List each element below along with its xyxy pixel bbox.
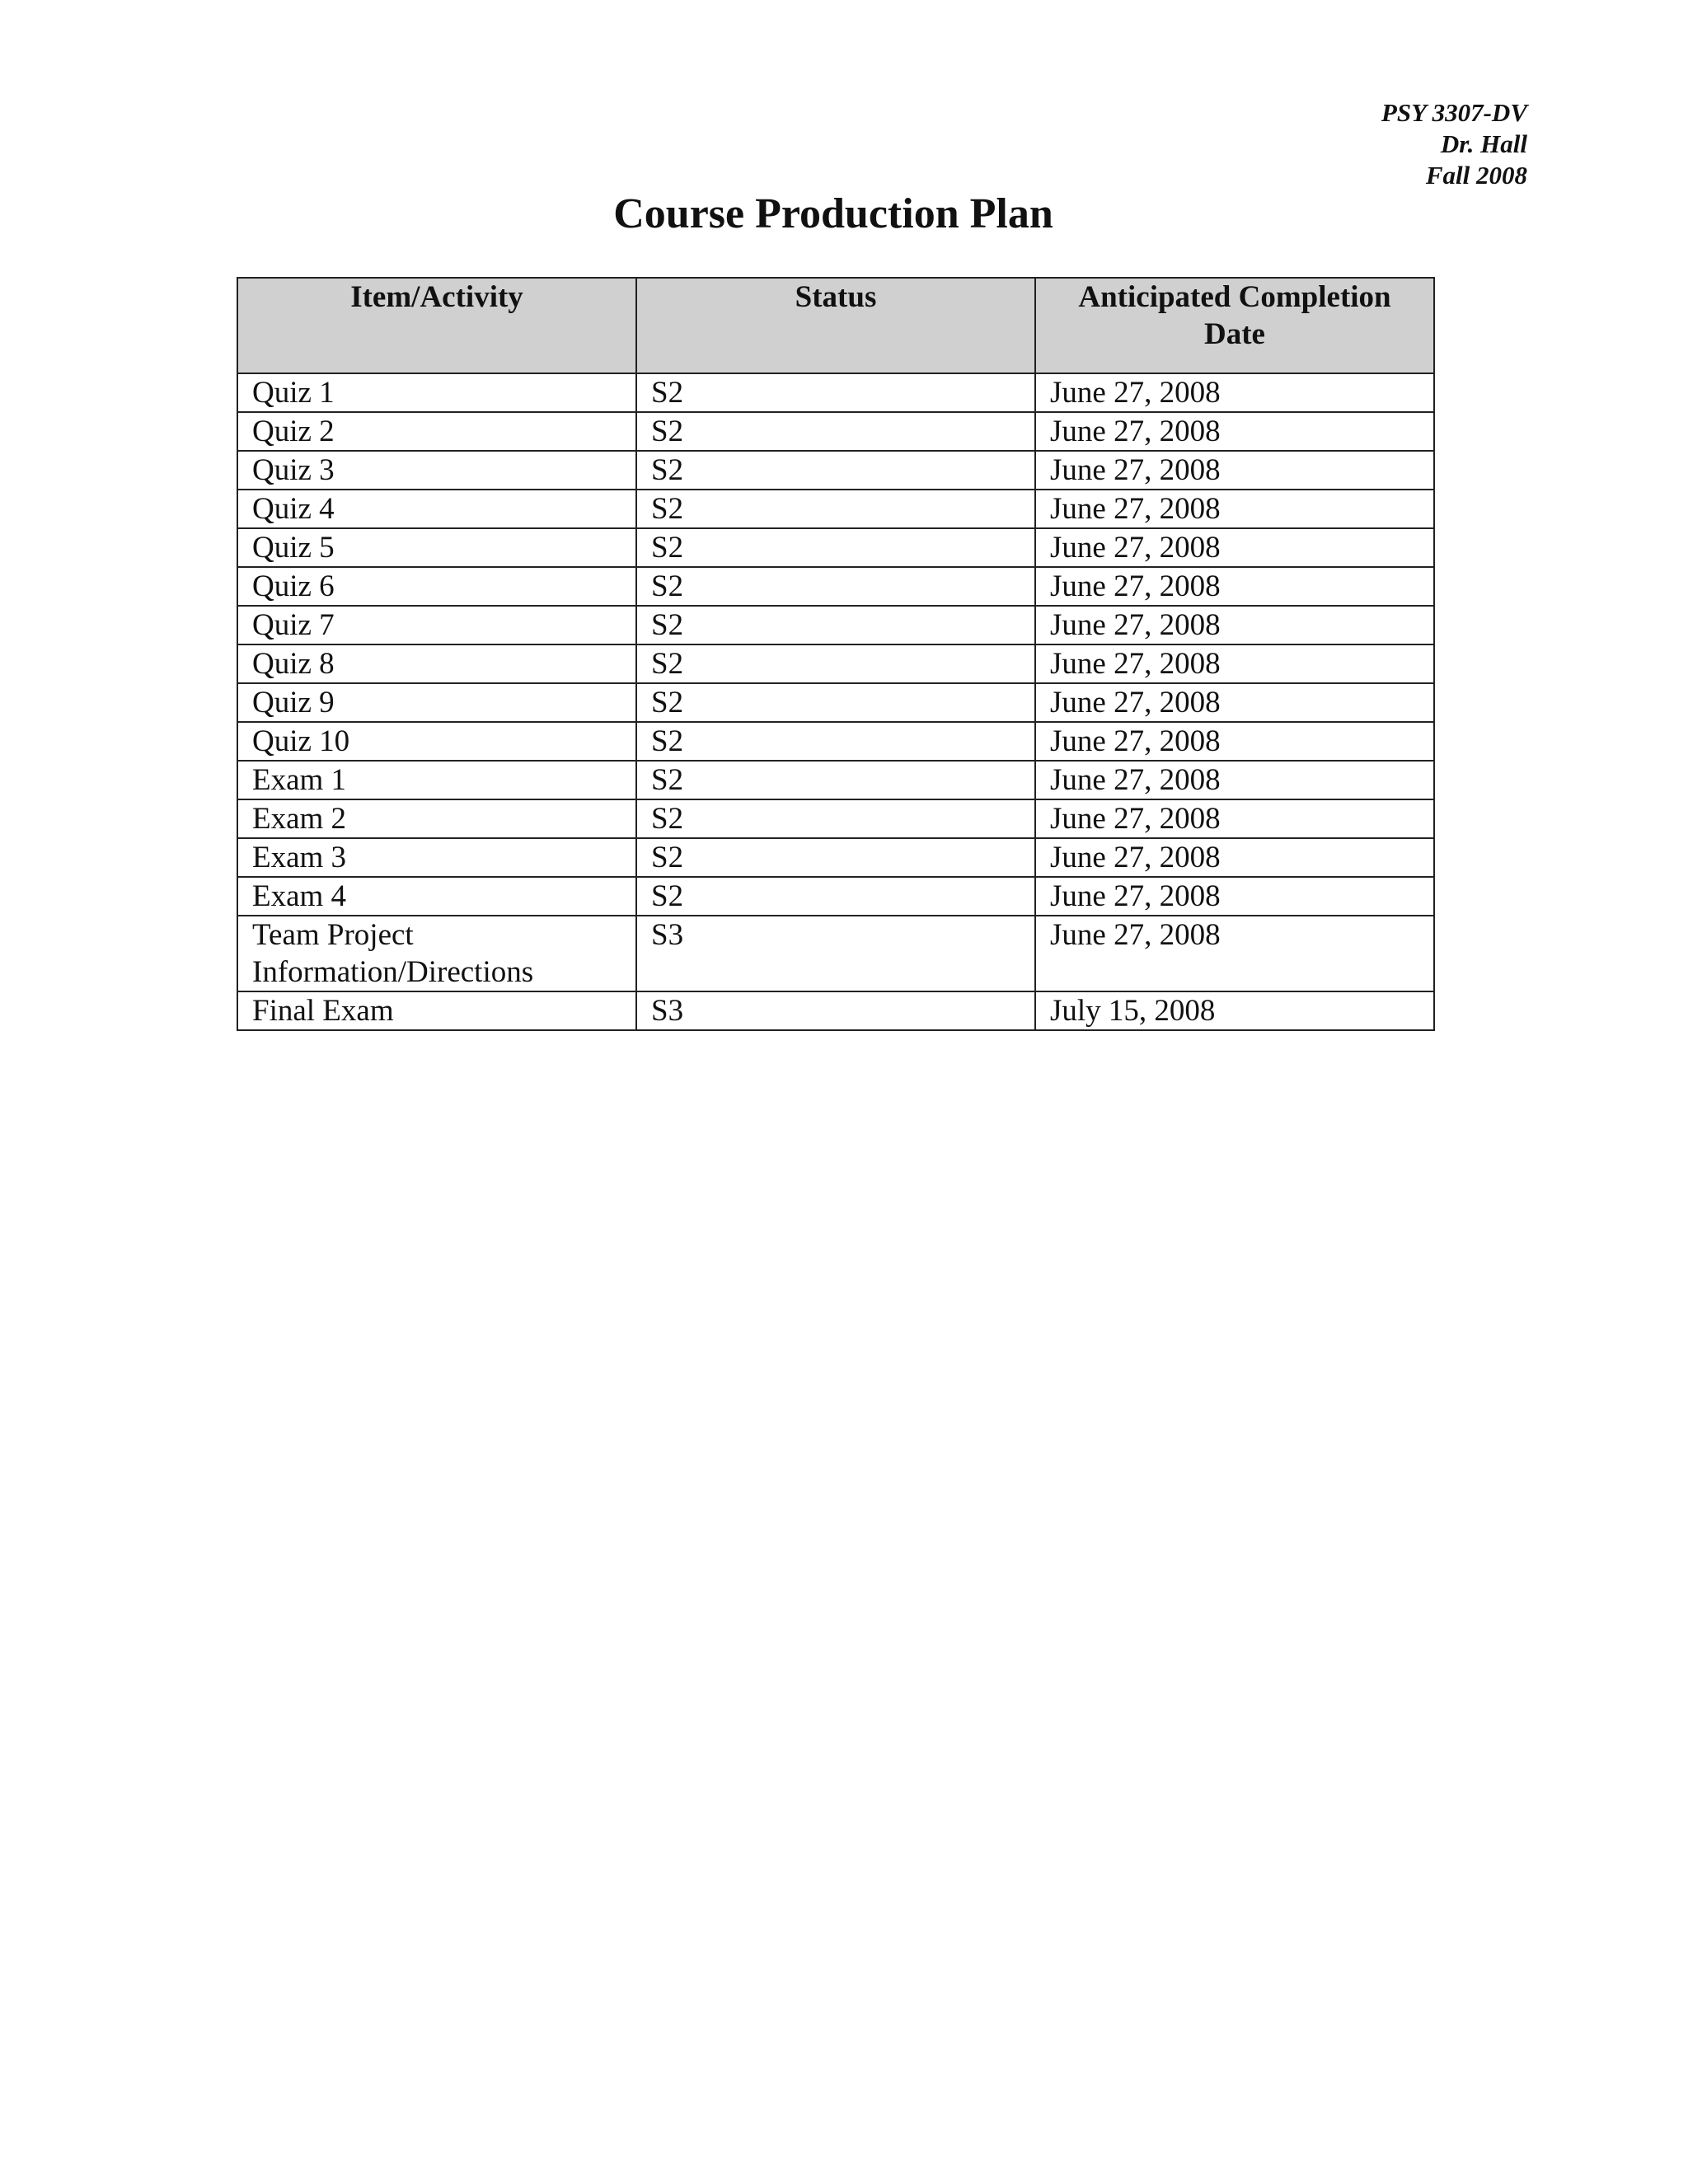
cell-status: S2 [636,722,1035,761]
cell-status: S2 [636,528,1035,567]
cell-item: Quiz 1 [237,373,636,412]
cell-status: S2 [636,761,1035,799]
table-body [237,373,1434,1030]
course-code: PSY 3307-DV [1381,98,1527,127]
cell-item: Quiz 2 [237,412,636,451]
cell-status: S2 [636,838,1035,877]
cell-status: S2 [636,451,1035,490]
table-header-row [237,278,1434,373]
cell-item: Exam 3 [237,838,636,877]
cell-item: Exam 1 [237,761,636,799]
cell-date: June 27, 2008 [1035,412,1434,451]
cell-date: June 27, 2008 [1035,761,1434,799]
cell-date: June 27, 2008 [1035,606,1434,644]
table-row [237,683,1434,722]
column-header-item: Item/Activity [237,278,636,373]
cell-item: Quiz 3 [237,451,636,490]
cell-date: June 27, 2008 [1035,799,1434,838]
cell-item: Quiz 9 [237,683,636,722]
cell-status: S2 [636,373,1035,412]
table-row [237,799,1434,838]
cell-item: Final Exam [237,991,636,1030]
cell-date: June 27, 2008 [1035,838,1434,877]
cell-item: Exam 4 [237,877,636,916]
course-info-block [1381,97,1527,191]
cell-date: July 15, 2008 [1035,991,1434,1030]
cell-status: S3 [636,991,1035,1030]
cell-item: Exam 2 [237,799,636,838]
production-plan-table [237,277,1435,1031]
table-row [237,838,1434,877]
cell-status: S2 [636,606,1035,644]
table-row [237,991,1434,1030]
table-header [237,278,1434,373]
table-row [237,490,1434,528]
cell-item: Team Project Information/Directions [237,916,636,991]
cell-date: June 27, 2008 [1035,916,1434,991]
table-row [237,877,1434,916]
table-row [237,644,1434,683]
cell-date: June 27, 2008 [1035,567,1434,606]
table-row [237,916,1434,991]
page-title: Course Production Plan [613,190,1053,237]
column-header-status: Status [636,278,1035,373]
cell-date: June 27, 2008 [1035,644,1434,683]
cell-date: June 27, 2008 [1035,722,1434,761]
table-row [237,722,1434,761]
cell-item: Quiz 8 [237,644,636,683]
cell-item: Quiz 5 [237,528,636,567]
cell-date: June 27, 2008 [1035,877,1434,916]
table-row [237,606,1434,644]
table-row [237,567,1434,606]
cell-date: June 27, 2008 [1035,490,1434,528]
table-row [237,451,1434,490]
cell-status: S2 [636,799,1035,838]
cell-item: Quiz 6 [237,567,636,606]
cell-date: June 27, 2008 [1035,683,1434,722]
cell-status: S2 [636,412,1035,451]
cell-date: June 27, 2008 [1035,451,1434,490]
column-header-date: Anticipated Completion Date [1035,278,1434,373]
cell-date: June 27, 2008 [1035,528,1434,567]
course-term: Fall 2008 [1425,161,1527,190]
table-row [237,528,1434,567]
cell-status: S2 [636,683,1035,722]
cell-date: June 27, 2008 [1035,373,1434,412]
table-row [237,373,1434,412]
table-row [237,761,1434,799]
cell-status: S2 [636,644,1035,683]
instructor-name: Dr. Hall [1440,129,1527,158]
cell-status: S2 [636,567,1035,606]
cell-item: Quiz 7 [237,606,636,644]
cell-status: S2 [636,490,1035,528]
cell-status: S2 [636,877,1035,916]
cell-status: S3 [636,916,1035,991]
table-row [237,412,1434,451]
cell-item: Quiz 10 [237,722,636,761]
cell-item: Quiz 4 [237,490,636,528]
